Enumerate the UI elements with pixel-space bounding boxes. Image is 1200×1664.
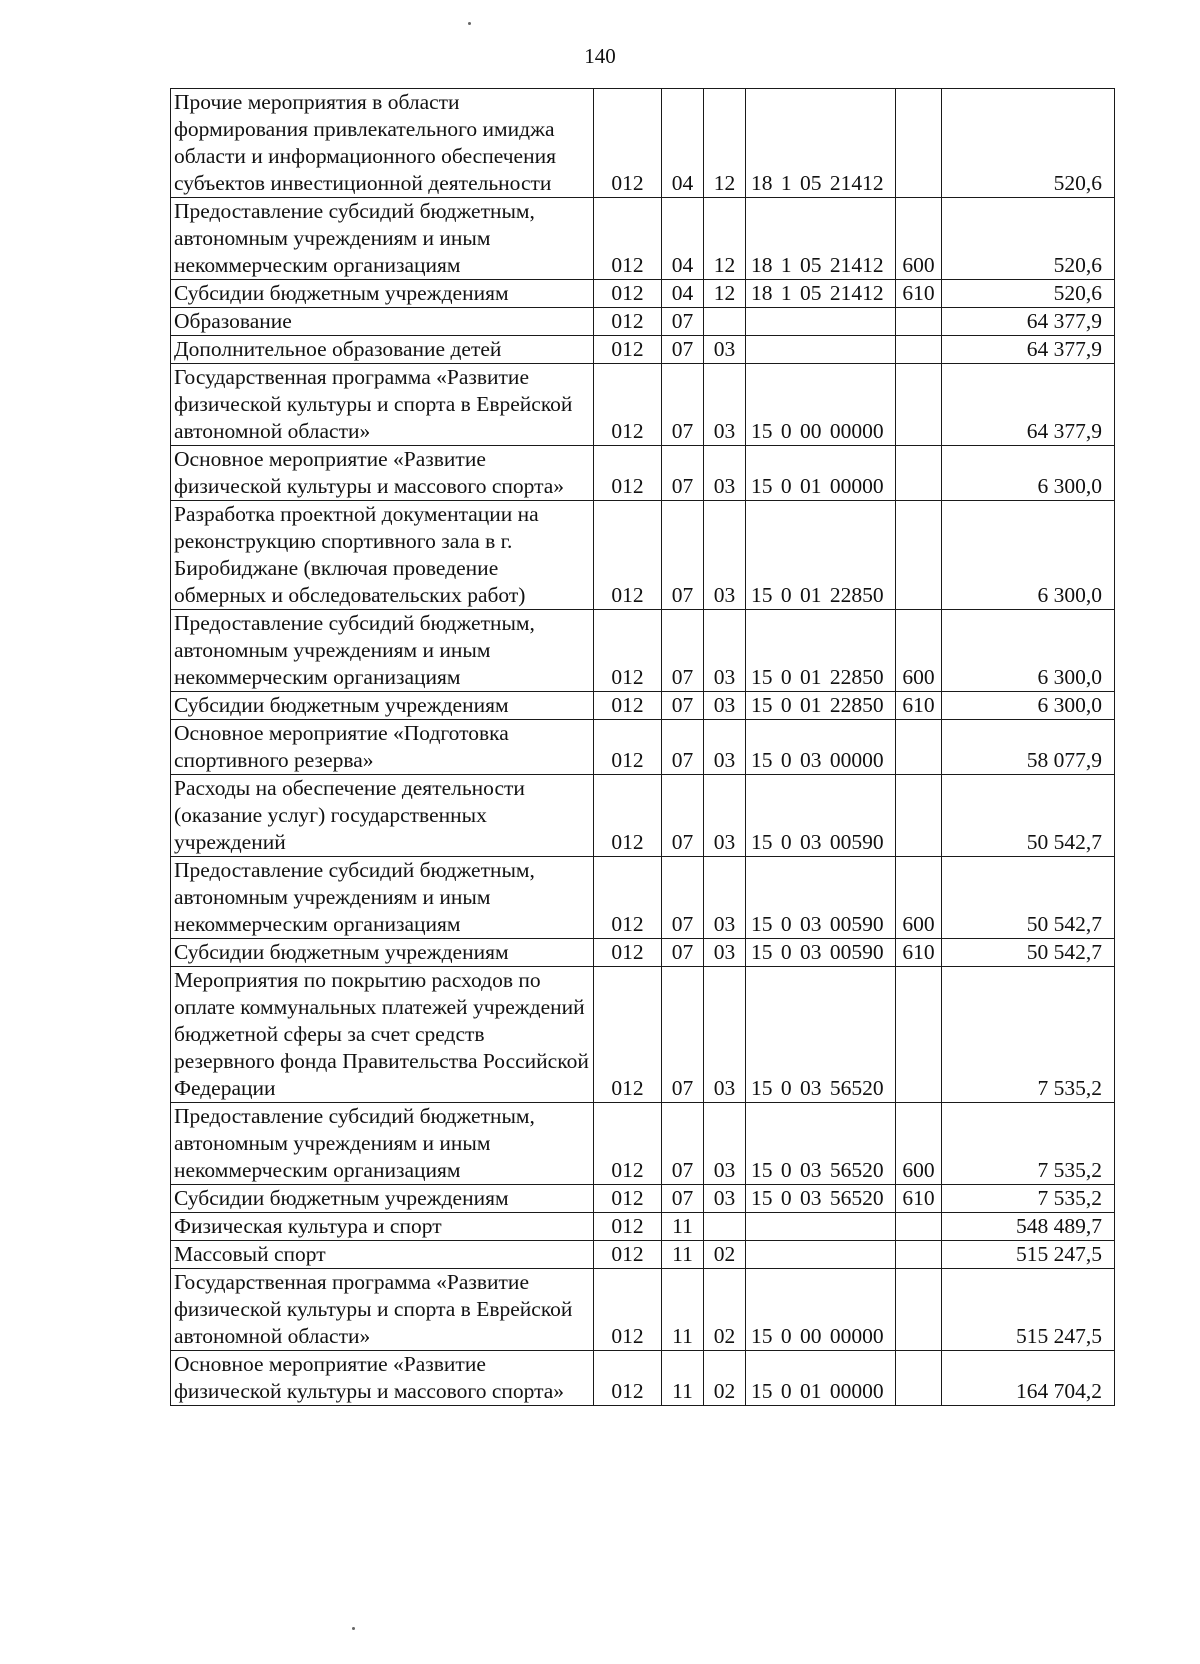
row-sum: 548 489,7 — [942, 1213, 1115, 1241]
row-name: Основное мероприятие «Подготовка спортивного резерва» — [171, 720, 594, 775]
row-name: Дополнительное образование детей — [171, 336, 594, 364]
row-csr: 15 0 03 56520 — [746, 1103, 896, 1185]
row-sum: 520,6 — [942, 198, 1115, 280]
row-ved: 012 — [594, 336, 662, 364]
row-ved: 012 — [594, 1241, 662, 1269]
row-pr: 03 — [704, 610, 746, 692]
row-rz: 04 — [662, 89, 704, 198]
row-sum: 64 377,9 — [942, 308, 1115, 336]
row-csr: 15 0 01 22850 — [746, 501, 896, 610]
row-sum: 515 247,5 — [942, 1269, 1115, 1351]
row-rz: 07 — [662, 501, 704, 610]
row-name: Основное мероприятие «Развитие физической культуры и массового спорта» — [171, 1351, 594, 1406]
row-pr: 03 — [704, 501, 746, 610]
row-name: Разработка проектной документации на реконструкцию спортивного зала в г. Биробиджане (включая проведение обмерных и обследовательских работ) — [171, 501, 594, 610]
row-csr — [746, 308, 896, 336]
row-name: Субсидии бюджетным учреждениям — [171, 692, 594, 720]
row-ved: 012 — [594, 364, 662, 446]
row-rz: 07 — [662, 1185, 704, 1213]
row-vr — [896, 501, 942, 610]
row-vr: 610 — [896, 280, 942, 308]
table-row — [171, 1213, 1115, 1241]
table-row — [171, 198, 1115, 280]
row-pr: 03 — [704, 857, 746, 939]
row-pr: 02 — [704, 1241, 746, 1269]
row-ved: 012 — [594, 1213, 662, 1241]
row-rz: 07 — [662, 775, 704, 857]
row-rz: 07 — [662, 1103, 704, 1185]
scan-speck — [468, 22, 471, 25]
row-sum: 520,6 — [942, 280, 1115, 308]
row-csr: 15 0 00 00000 — [746, 364, 896, 446]
row-name: Основное мероприятие «Развитие физической культуры и массового спорта» — [171, 446, 594, 501]
row-rz: 07 — [662, 857, 704, 939]
table-row — [171, 364, 1115, 446]
row-name: Предоставление субсидий бюджетным, автономным учреждениям и иным некоммерческим организациям — [171, 198, 594, 280]
row-csr: 15 0 01 22850 — [746, 692, 896, 720]
row-pr: 02 — [704, 1351, 746, 1406]
row-rz: 07 — [662, 336, 704, 364]
row-pr: 03 — [704, 446, 746, 501]
row-vr: 610 — [896, 1185, 942, 1213]
row-vr — [896, 720, 942, 775]
row-ved: 012 — [594, 1185, 662, 1213]
row-vr — [896, 336, 942, 364]
row-rz: 04 — [662, 198, 704, 280]
row-pr: 12 — [704, 280, 746, 308]
row-csr: 15 0 03 00590 — [746, 775, 896, 857]
row-name: Государственная программа «Развитие физической культуры и спорта в Еврейской автономной области» — [171, 364, 594, 446]
table-row — [171, 308, 1115, 336]
row-ved: 012 — [594, 198, 662, 280]
table-row — [171, 610, 1115, 692]
row-name: Прочие мероприятия в области формирования привлекательного имиджа области и информационного обеспечения субъектов инвестиционной деятельности — [171, 89, 594, 198]
page-number: 140 — [584, 44, 616, 68]
row-sum: 164 704,2 — [942, 1351, 1115, 1406]
table-row — [171, 89, 1115, 198]
row-sum: 7 535,2 — [942, 1185, 1115, 1213]
row-pr: 12 — [704, 89, 746, 198]
row-csr: 15 0 03 56520 — [746, 967, 896, 1103]
row-name: Расходы на обеспечение деятельности (оказание услуг) государственных учреждений — [171, 775, 594, 857]
row-ved: 012 — [594, 1103, 662, 1185]
row-sum: 50 542,7 — [942, 857, 1115, 939]
row-pr: 03 — [704, 1185, 746, 1213]
scan-speck — [352, 1627, 355, 1630]
table-row — [171, 967, 1115, 1103]
table-row — [171, 939, 1115, 967]
row-pr — [704, 308, 746, 336]
table-row — [171, 775, 1115, 857]
table-row — [171, 857, 1115, 939]
row-ved: 012 — [594, 280, 662, 308]
row-vr — [896, 967, 942, 1103]
table-row — [171, 280, 1115, 308]
row-sum: 6 300,0 — [942, 610, 1115, 692]
row-vr — [896, 89, 942, 198]
row-ved: 012 — [594, 967, 662, 1103]
row-name: Субсидии бюджетным учреждениям — [171, 939, 594, 967]
row-vr: 610 — [896, 939, 942, 967]
row-name: Массовый спорт — [171, 1241, 594, 1269]
table-row — [171, 692, 1115, 720]
row-name: Субсидии бюджетным учреждениям — [171, 1185, 594, 1213]
table-body — [171, 89, 1115, 1406]
row-pr: 02 — [704, 1269, 746, 1351]
row-rz: 07 — [662, 720, 704, 775]
row-csr: 18 1 05 21412 — [746, 89, 896, 198]
row-vr — [896, 1351, 942, 1406]
row-rz: 11 — [662, 1213, 704, 1241]
row-rz: 07 — [662, 692, 704, 720]
row-rz: 04 — [662, 280, 704, 308]
row-rz: 07 — [662, 308, 704, 336]
row-rz: 07 — [662, 939, 704, 967]
row-csr: 18 1 05 21412 — [746, 280, 896, 308]
row-pr — [704, 1213, 746, 1241]
row-sum: 58 077,9 — [942, 720, 1115, 775]
row-ved: 012 — [594, 1351, 662, 1406]
row-ved: 012 — [594, 446, 662, 501]
row-name: Мероприятия по покрытию расходов по оплате коммунальных платежей учреждений бюджетной сферы за счет средств резервного фонда Правительства Российской Федерации — [171, 967, 594, 1103]
row-vr — [896, 775, 942, 857]
row-name: Государственная программа «Развитие физической культуры и спорта в Еврейской автономной области» — [171, 1269, 594, 1351]
row-csr: 15 0 03 00000 — [746, 720, 896, 775]
row-csr: 15 0 01 22850 — [746, 610, 896, 692]
table-row — [171, 1351, 1115, 1406]
row-ved: 012 — [594, 692, 662, 720]
row-sum: 64 377,9 — [942, 336, 1115, 364]
table-row — [171, 720, 1115, 775]
row-vr — [896, 1241, 942, 1269]
row-ved: 012 — [594, 720, 662, 775]
row-pr: 03 — [704, 364, 746, 446]
row-vr: 600 — [896, 1103, 942, 1185]
row-rz: 11 — [662, 1241, 704, 1269]
row-sum: 515 247,5 — [942, 1241, 1115, 1269]
row-csr — [746, 336, 896, 364]
row-vr: 600 — [896, 610, 942, 692]
row-ved: 012 — [594, 501, 662, 610]
row-pr: 03 — [704, 1103, 746, 1185]
row-ved: 012 — [594, 610, 662, 692]
row-name: Физическая культура и спорт — [171, 1213, 594, 1241]
row-pr: 03 — [704, 775, 746, 857]
row-name: Предоставление субсидий бюджетным, автономным учреждениям и иным некоммерческим организациям — [171, 610, 594, 692]
row-csr: 15 0 01 00000 — [746, 1351, 896, 1406]
table-row — [171, 446, 1115, 501]
table-row — [171, 1241, 1115, 1269]
row-ved: 012 — [594, 939, 662, 967]
row-rz: 11 — [662, 1351, 704, 1406]
row-pr: 03 — [704, 967, 746, 1103]
row-name: Предоставление субсидий бюджетным, автономным учреждениям и иным некоммерческим организациям — [171, 1103, 594, 1185]
row-csr: 15 0 03 56520 — [746, 1185, 896, 1213]
row-vr: 610 — [896, 692, 942, 720]
row-csr — [746, 1213, 896, 1241]
row-csr: 15 0 00 00000 — [746, 1269, 896, 1351]
row-pr: 03 — [704, 720, 746, 775]
row-pr: 12 — [704, 198, 746, 280]
row-rz: 07 — [662, 610, 704, 692]
row-csr: 15 0 01 00000 — [746, 446, 896, 501]
row-rz: 07 — [662, 446, 704, 501]
table-row — [171, 1269, 1115, 1351]
row-csr: 15 0 03 00590 — [746, 939, 896, 967]
row-csr — [746, 1241, 896, 1269]
row-csr: 18 1 05 21412 — [746, 198, 896, 280]
row-pr: 03 — [704, 336, 746, 364]
row-sum: 50 542,7 — [942, 775, 1115, 857]
row-ved: 012 — [594, 89, 662, 198]
row-csr: 15 0 03 00590 — [746, 857, 896, 939]
row-vr — [896, 308, 942, 336]
row-rz: 11 — [662, 1269, 704, 1351]
row-pr: 03 — [704, 939, 746, 967]
table-row — [171, 501, 1115, 610]
row-sum: 6 300,0 — [942, 446, 1115, 501]
row-vr: 600 — [896, 857, 942, 939]
table-row — [171, 336, 1115, 364]
row-vr — [896, 446, 942, 501]
row-ved: 012 — [594, 308, 662, 336]
row-sum: 6 300,0 — [942, 692, 1115, 720]
row-rz: 07 — [662, 364, 704, 446]
row-name: Предоставление субсидий бюджетным, автономным учреждениям и иным некоммерческим организациям — [171, 857, 594, 939]
table-row — [171, 1103, 1115, 1185]
row-sum: 7 535,2 — [942, 967, 1115, 1103]
row-rz: 07 — [662, 967, 704, 1103]
row-vr — [896, 1213, 942, 1241]
row-ved: 012 — [594, 857, 662, 939]
row-pr: 03 — [704, 692, 746, 720]
row-sum: 7 535,2 — [942, 1103, 1115, 1185]
row-vr: 600 — [896, 198, 942, 280]
row-sum: 520,6 — [942, 89, 1115, 198]
row-vr — [896, 364, 942, 446]
row-ved: 012 — [594, 775, 662, 857]
row-ved: 012 — [594, 1269, 662, 1351]
budget-table — [170, 88, 1115, 1406]
row-name: Образование — [171, 308, 594, 336]
row-vr — [896, 1269, 942, 1351]
row-sum: 64 377,9 — [942, 364, 1115, 446]
table-row — [171, 1185, 1115, 1213]
row-sum: 6 300,0 — [942, 501, 1115, 610]
row-name: Субсидии бюджетным учреждениям — [171, 280, 594, 308]
row-sum: 50 542,7 — [942, 939, 1115, 967]
